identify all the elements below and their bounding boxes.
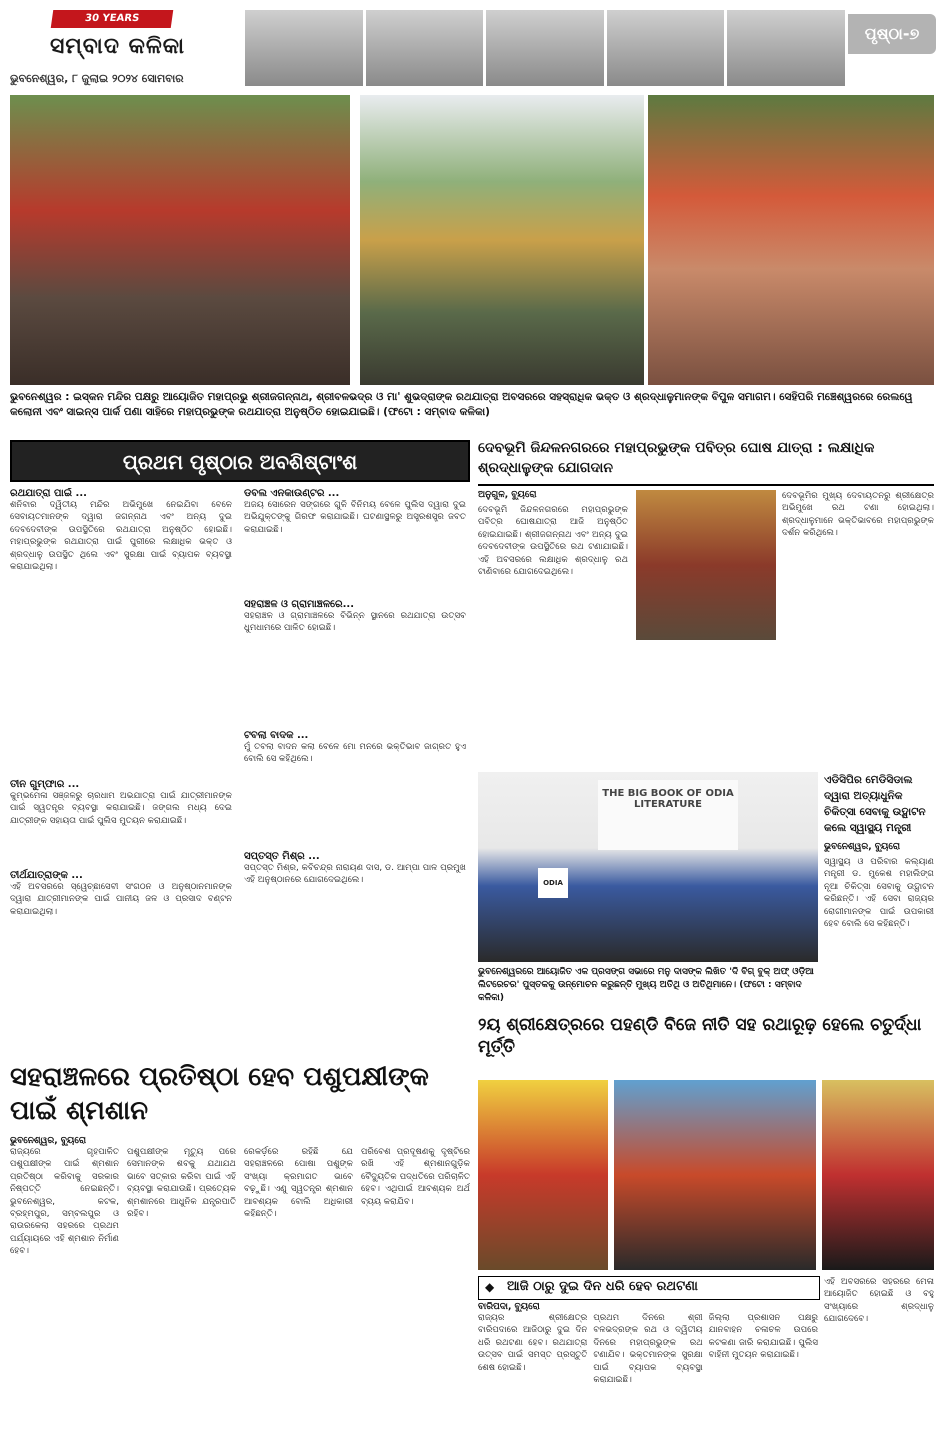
strip-photo: [727, 10, 845, 86]
left-column-1: [10, 488, 232, 1048]
masthead-photo-strip: [245, 10, 845, 86]
story-body: ମୁଁ ତବଲା ବାଦନ କଲା ବେଳେ ମୋ ମନରେ ଭକ୍ତିଭାବ ଜାଗ୍ରତ ହୁଏ ବୋଲି ସେ କହିଥିଲେ।: [244, 742, 466, 765]
story-body: କୁମ୍ଭମେଳା ସଞ୍ଜଳରୁ ଚାରଧାମ ଅଭଯାତ୍ରା ପାଇଁ ଯାତ୍ରୀମାନଙ୍କ ପାଇଁ ସ୍ୱତନ୍ତ୍ର ବ୍ୟବସ୍ଥା କରାଯାଇଛି। ଜଙ୍ଗଲ ମଧ୍ୟ ଦେଇ ଯାତ୍ରୀଙ୍କ ସହାୟତା ପାଇଁ ପୁଲିସ ମୁତୟନ କରାଯାଇଛି।: [10, 791, 232, 826]
shmashan-headline: ସହରାଞ୍ଚଳରେ ପ୍ରତିଷ୍ଠା ହେବ ପଶୁପକ୍ଷୀଙ୍କ ପାଇଁ ଶ୍ମଶାନ: [10, 1062, 429, 1126]
top-photo-caption: ଭୁବନେଶ୍ୱର : ଇସ୍କନ ମନ୍ଦିର ପକ୍ଷରୁ ଆୟୋଜିତ ମହାପ୍ରଭୁ ଶ୍ରୀଜଗନ୍ନାଥ, ଶ୍ରୀବଳଭଦ୍ର ଓ ମା' ଶୁଭଦ୍ରାଙ୍କ ରଥଯାତ୍ରା ଅବସରରେ ସହସ୍ରାଧିକ ଭକ୍ତ ଓ ଶ୍ରଦ୍ଧାଳୁମାନଙ୍କ ବିପୁଳ ସମାଗମ। ସେହିପରି ମଞ୍ଚେଶ୍ୱରରେ ରେଲୱେ କଲୋନୀ ଏବଂ ସାଇନ୍ସ ପାର୍କ ପଣା ସାହିରେ ମହାପ୍ରଭୁଙ୍କ ରଥଯାତ୍ରା ଅନୁଷ୍ଠିତ ହୋଇଯାଇଛି। (ଫଟୋ : ସମ୍ବାଦ କଳିକା): [10, 391, 913, 418]
chaturdha-photo-3: [822, 1080, 934, 1270]
rathatana-story: [478, 1302, 818, 1442]
health-body: ସ୍ୱାସ୍ଥ୍ୟ ଓ ପରିବାର କଲ୍ୟାଣ ମନ୍ତ୍ରୀ ଡ. ମୁକେଶ ମହାଲିଙ୍ଗ ନୂଆ ଚିକିତ୍ସା ସେବାକୁ ଉଦ୍ଘାଟନ କରିଛନ୍ତି। ଏହି ସେବା ରାଜ୍ୟର ରୋଗୀମାନଙ୍କ ପାଇଁ ଉପକାରୀ ହେବ ବୋଲି ସେ କହିଛନ୍ତି।: [824, 857, 934, 930]
devabhumi-byline: ଅନୁଗୁଳ, ବ୍ୟୁରୋ: [478, 490, 537, 500]
story-body: ସପ୍ତସ୍ତ ମିଶ୍ର, କବିଚନ୍ଦ୍ର ନାରାୟଣ ଦାସ, ଡ. ଆମ୍ପା ପାଳ ପ୍ରମୁଖ ଏହି ଅନୁଷ୍ଠାନରେ ଯୋଗଦେଇଥିଲେ।: [244, 863, 466, 886]
devabhumi-headline: ଦେବଭୂମି ଜିନ୍ଦଳନଗରରେ ମହାପ୍ରଭୁଙ୍କ ପବିତ୍ର ଘୋଷ ଯାତ୍ରା : ଲକ୍ଷାଧିକ ଶ୍ରଦ୍ଧାଳୁଙ୍କ ଯୋଗଦାନ: [478, 440, 875, 476]
chaturdha-photo-1: [478, 1080, 608, 1270]
story-body: ଅଜୟ ସୋରେନ ସଙ୍ଗରେ ଗୁଳି ବିନିମୟ ବେଳେ ପୁଲିସ ଦ୍ୱାରା ଦୁଇ ଅଭିଯୁକ୍ତଙ୍କୁ ଗିରଫ କରାଯାଇଛି। ଘଟଣାସ୍ଥଳରୁ ଅସ୍ତ୍ରଶସ୍ତ୍ର ଜବତ କରାଯାଇଛି।: [244, 500, 466, 535]
book-launch-photo: [478, 772, 818, 962]
book-held: ODIA: [538, 868, 568, 898]
story-subhead: ରଥଯାତ୍ରା ପାଇଁ ...: [10, 488, 87, 499]
story-subhead: ଟବଲା ବାଦକ ...: [244, 730, 309, 741]
story-subhead: ତୀନ ଗୁମ୍ଫାର ...: [10, 779, 80, 790]
story-body: ଶନିବାର ଦ୍ୱିତୀୟ ମନ୍ଦିର ଅଭିମୁଖେ ନେଇଯିବା ବେଳେ ସେବାୟତମାନଙ୍କ ଦ୍ୱାରା ଜଗନ୍ନାଥ ଏବଂ ଅନ୍ୟ ଦୁଇ ଦେବଦେବୀଙ୍କ ଉପସ୍ଥିତିରେ ରଥଯାତ୍ରା ଅନୁଷ୍ଠିତ ହୋଇଛି। ମହାପ୍ରଭୁଙ୍କ ରଥଯାତ୍ରା ପାଇଁ ପୁରୀରେ ଲକ୍ଷାଧିକ ଭକ୍ତ ଓ ଶ୍ରଦ୍ଧାଳୁ ଉପସ୍ଥିତ ଥିଲେ ଏବଂ ସୁରକ୍ଷା ପାଇଁ ବ୍ୟାପକ ବ୍ୟବସ୍ଥା କରାଯାଇଥିଲା।: [10, 500, 232, 573]
headline-rule: [478, 484, 934, 486]
story-subhead: ସପ୍ତସ୍ତ ମିଶ୍ର ...: [244, 851, 320, 862]
strip-photo: [607, 10, 725, 86]
shmashan-col: ପଶୁପକ୍ଷୀଙ୍କ ମୃତ୍ୟୁ ପରେ ସେମାନଙ୍କ ଶବକୁ ଯଥାଯଥ ଭାବେ ସତ୍କାର କରିବା ପାଇଁ ଏହି ବ୍ୟବସ୍ଥା କରାଯାଉଛି। ପ୍ରତ୍ୟେକ ଶ୍ମଶାନରେ ଆଧୁନିକ ଯନ୍ତ୍ରପାତି ରହିବ।: [127, 1147, 236, 1220]
chaturdha-headline: ୨ୟ ଶ୍ରୀକ୍ଷେତ୍ରରେ ପହଣ୍ଡି ବିଜେ ନୀତି ସହ ରଥାରୂଢ଼ ହେଲେ ଚତୁର୍ଦ୍ଧା ମୂର୍ତ୍ତି: [478, 1015, 922, 1057]
left-column-2: [244, 488, 466, 1048]
rathatana-headline: ଆଜି ଠାରୁ ଦୁଇ ଦିନ ଧରି ହେବ ରଥଟଣା: [507, 1279, 698, 1294]
rathatana-col-right: ଏହି ଅବସରରେ ସହରରେ ମେଳା ଆୟୋଜିତ ହୋଇଛି ଓ ବହୁ ସଂଖ୍ୟାରେ ଶ୍ରଦ୍ଧାଳୁ ଯୋଗଦେବେ।: [824, 1277, 934, 1325]
rathatana-col: ଜିଲ୍ଲା ପ୍ରଶାସନ ପକ୍ଷରୁ ଯାନବାହନ ଚଳାଚଳ ଉପରେ କଟକଣା ଜାରି କରାଯାଇଛି। ପୁଲିସ ବାହିନୀ ମୁତୟନ କରାଯାଇଛି।: [708, 1313, 818, 1361]
rathatana-col: ରାଜ୍ୟର ଶ୍ରୀକ୍ଷେତ୍ର ବାରିପଦାରେ ଆଜିଠାରୁ ଦୁଇ ଦିନ ଧରି ରଥଟଣା ହେବ। ରଥଯାତ୍ରା ଉତ୍ସବ ପାଇଁ ସମସ୍ତ ପ୍ରସ୍ତୁତି ଶେଷ ହୋଇଛି।: [478, 1313, 588, 1373]
shmashan-byline: ଭୁବନେଶ୍ୱର, ବ୍ୟୁରୋ: [10, 1136, 87, 1146]
story-subhead: ସହରାଞ୍ଚଳ ଓ ଗ୍ରାମାଞ୍ଚଳରେ...: [244, 599, 355, 610]
devabhumi-body-right: ଦେବଭୂମିର ମୁଖ୍ୟ ଦେବାୟତନରୁ ଶ୍ରୀକ୍ଷେତ୍ର ଅଭିମୁଖେ ରଥ ଟଣା ହୋଇଥିଲା। ଶ୍ରଦ୍ଧାଳୁମାନେ ଭକ୍ତିଭାବରେ ମହାପ୍ରଭୁଙ୍କ ଦର୍ଶନ କରିଥିଲେ।: [782, 491, 934, 539]
dateline: ଭୁବନେଶ୍ୱର, ୮ ଜୁଲାଇ ୨୦୨୪ ସୋମବାର: [10, 72, 184, 85]
story-body: ସହରାଞ୍ଚଳ ଓ ଗ୍ରାମାଞ୍ଚଳରେ ବିଭିନ୍ନ ସ୍ଥାନରେ ରଥଯାତ୍ରା ଉତ୍ସବ ଧୁମଧାମରେ ପାଳିତ ହୋଇଛି।: [244, 611, 466, 634]
devabhumi-photo: [636, 490, 776, 640]
rathatana-col: ପ୍ରଥମ ଦିନରେ ଶ୍ରୀ ବଳଭଦ୍ରଙ୍କ ରଥ ଓ ଦ୍ୱିତୀୟ ଦିନରେ ମହାପ୍ରଭୁଙ୍କ ରଥ ଟଣାଯିବ। ଭକ୍ତମାନଙ୍କ ସୁରକ୍ଷା ପାଇଁ ବ୍ୟାପକ ବ୍ୟବସ୍ଥା କରାଯାଇଛି।: [593, 1313, 703, 1386]
diamond-icon: ◆: [485, 1280, 495, 1294]
story-body: ଏହି ଅବସରରେ ସ୍ୱେଚ୍ଛାସେବୀ ସଂଗଠନ ଓ ଅନୁଷ୍ଠାନମାନଙ୍କ ଦ୍ୱାରା ଯାତ୍ରୀମାନଙ୍କ ପାଇଁ ପାନୀୟ ଜଳ ଓ ପ୍ରସାଦ ବଣ୍ଟନ କରାଯାଇଥିଲା।: [10, 882, 232, 917]
shmashan-col: ରେକର୍ଡ଼ରେ ରହିଛି ଯେ ସହରାଞ୍ଚଳରେ ପୋଷା ପଶୁଙ୍କ ସଂଖ୍ୟା କ୍ରମାଗତ ଭାବେ ବଢ଼ୁଛି। ଏଣୁ ସ୍ୱତନ୍ତ୍ର ଶ୍ମଶାନ ଆବଶ୍ୟକ ବୋଲି ଅଧିକାରୀ କହିଛନ୍ତି।: [244, 1147, 353, 1220]
rath-photo-1: [10, 95, 350, 385]
health-headline: ଏଡିସିପିର ମେଡିସିଡାଲ ଦ୍ୱାରା ଅତ୍ୟାଧୁନିକ ଚିକିତ୍ସା ସେବାକୁ ଉଦ୍ଘାଟନ କଲେ ସ୍ୱାସ୍ଥ୍ୟ ମନ୍ତ୍ରୀ: [824, 774, 926, 834]
shmashan-col: ରାଜ୍ୟରେ ଗୃହପାଳିତ ପଶୁପକ୍ଷୀଙ୍କ ପାଇଁ ଶ୍ମଶାନ ପ୍ରତିଷ୍ଠା କରିବାକୁ ସରକାର ନିଷ୍ପତ୍ତି ନେଇଛନ୍ତି। ଭୁବନେଶ୍ୱର, କଟକ, ବ୍ରହ୍ମପୁର, ସମ୍ବଲପୁର ଓ ରାଉରକେଲା ସହରରେ ପ୍ରଥମ ପର୍ଯ୍ୟାୟରେ ଏହି ଶ୍ମଶାନ ନିର୍ମାଣ ହେବ।: [10, 1147, 119, 1257]
shmashan-col: ପରିବେଶ ପ୍ରଦୂଷଣକୁ ଦୃଷ୍ଟିରେ ରଖି ଏହି ଶ୍ମଶାନଗୁଡ଼ିକ ବୈଦ୍ୟୁତିକ ପଦ୍ଧତିରେ ପରିଚାଳିତ ହେବ। ଏଥିପାଇଁ ଆବଶ୍ୟକ ଅର୍ଥ ବ୍ୟୟ କରାଯିବ।: [361, 1147, 470, 1207]
health-byline: ଭୁବନେଶ୍ୱର, ବ୍ୟୁରୋ: [824, 842, 901, 852]
shmashan-story: [10, 1136, 470, 1442]
rath-photo-2: [360, 95, 644, 385]
chaturdha-photo-2: [614, 1080, 816, 1270]
book-cover-title: THE BIG BOOK OF ODIA LITERATURE: [598, 780, 738, 850]
strip-photo: [486, 10, 604, 86]
page-number: ପୃଷ୍ଠା-୭: [848, 14, 936, 54]
rath-photo-3: [648, 95, 934, 385]
rathatana-byline: ବାରିପଦା, ବ୍ୟୁରୋ: [478, 1302, 540, 1312]
years-badge: 30 YEARS: [51, 10, 174, 28]
newspaper-logo: ସମ୍ବାଦ କଳିକା: [50, 34, 186, 59]
strip-photo: [366, 10, 484, 86]
section-header: ପ୍ରଥମ ପୃଷ୍ଠାର ଅବଶିଷ୍ଟାଂଶ: [10, 440, 470, 482]
rathatana-header-box: [478, 1276, 820, 1300]
story-subhead: ତୀର୍ଥଯାତ୍ରାଙ୍କ ...: [10, 870, 83, 881]
book-launch-caption: ଭୁବନେଶ୍ୱରରେ ଆୟୋଜିତ ଏକ ପ୍ରସଙ୍ଗ ସଭାରେ ମନୁ ଦାସଙ୍କ ଲିଖିତ 'ଦି ବିଗ୍ ବୁକ୍ ଅଫ୍ ଓଡ଼ିଆ ଲିଟରେଚର' ପୁସ୍ତକକୁ ଉନ୍ମୋଚନ କରୁଛନ୍ତି ମୁଖ୍ୟ ଅତିଥି ଓ ଅତିଥିମାନେ। (ଫଟୋ : ସମ୍ବାଦ କଳିକା): [478, 967, 814, 1003]
story-subhead: ଡବଲ ଏନକାଉଣ୍ଟର ...: [244, 488, 340, 499]
strip-photo: [245, 10, 363, 86]
devabhumi-body: ଦେବଭୂମି ଜିନ୍ଦଳନଗରରେ ମହାପ୍ରଭୁଙ୍କ ପବିତ୍ର ଘୋଷଯାତ୍ରା ଆଜି ଅନୁଷ୍ଠିତ ହୋଇଯାଇଛି। ଶ୍ରୀଜଗନ୍ନାଥ ଏବଂ ଅନ୍ୟ ଦୁଇ ଦେବଦେବୀଙ୍କ ଉପସ୍ଥିତିରେ ରଥ ଟଣାଯାଇଛି। ଏହି ଅବସରରେ ଲକ୍ଷାଧିକ ଶ୍ରଦ୍ଧାଳୁ ରଥ ଟାଣିବାରେ ଯୋଗଦେଇଥିଲେ।: [478, 505, 628, 578]
